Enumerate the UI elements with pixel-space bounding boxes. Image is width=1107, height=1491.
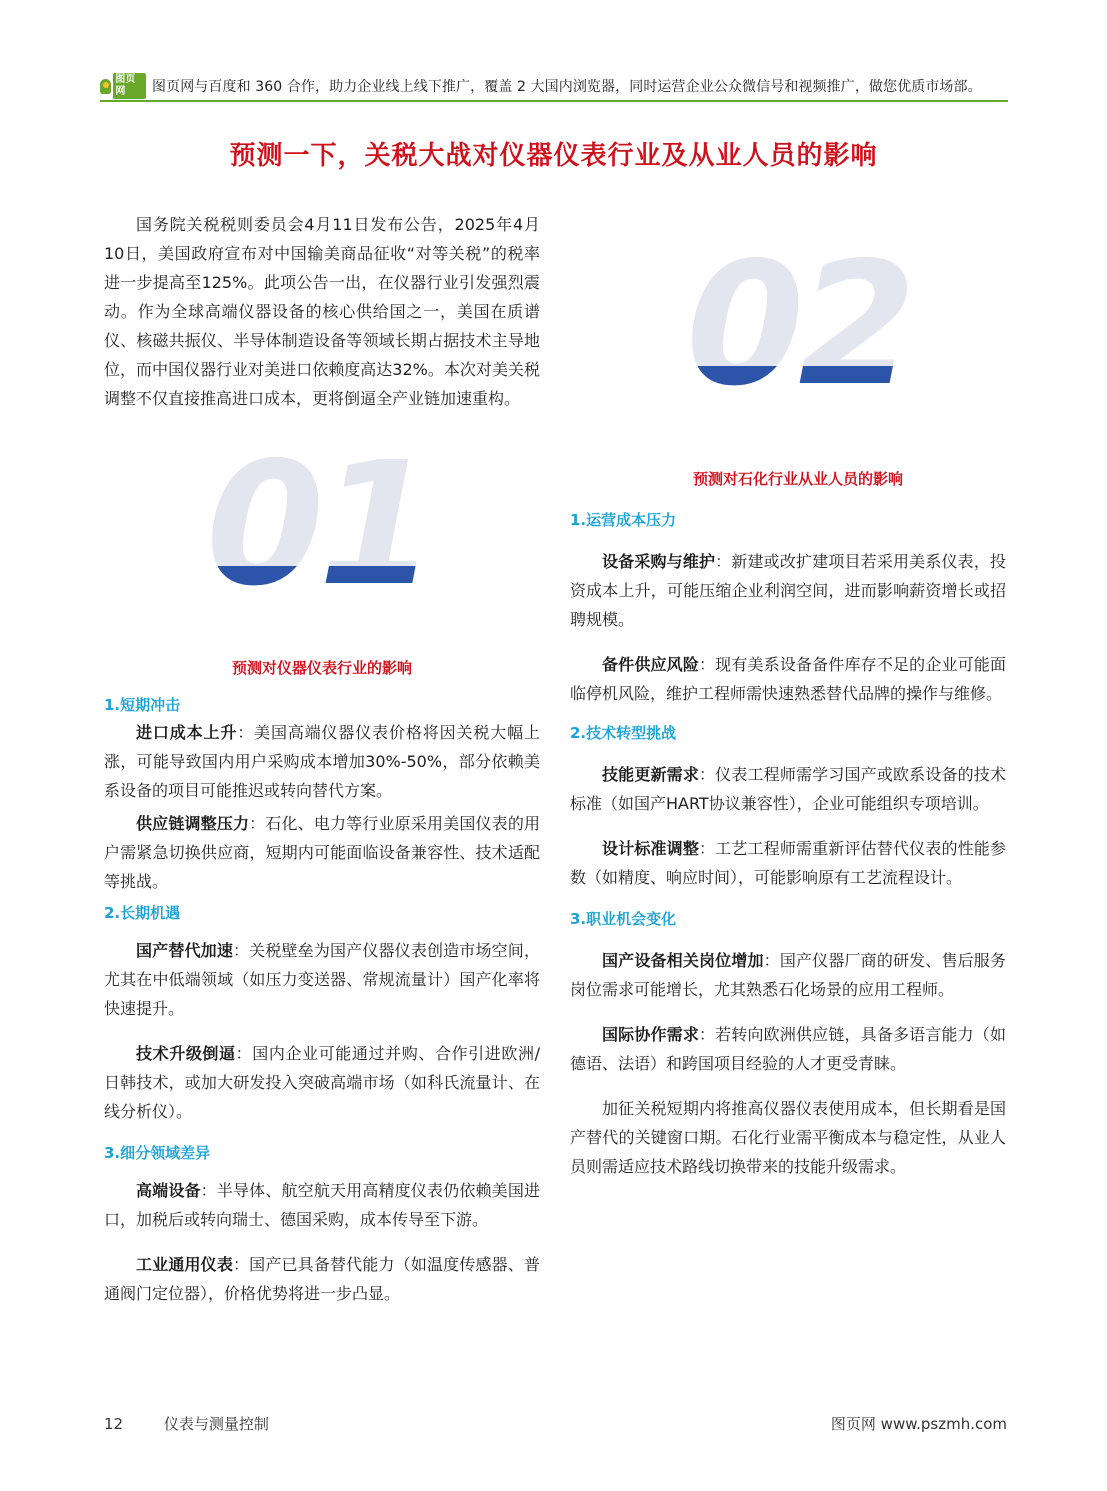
paragraph-label: 工业通用仪表	[136, 1255, 233, 1274]
header-divider	[100, 100, 1008, 102]
conclusion-paragraph: 加征关税短期内将推高仪器仪表使用成本，但长期看是国产替代的关键窗口期。石化行业需平衡成本与稳定性，从业人员则需适应技术路线切换带来的技能升级需求。	[570, 1099, 1006, 1176]
paragraph-label: 进口成本上升	[136, 723, 238, 742]
logo-leaf-icon	[100, 79, 111, 94]
paragraph-text: ：半导体、航空航天用高精度仪表仍依赖美国进口，加税后或转向瑞士、德国采购，成本传导至下游。	[104, 1181, 540, 1229]
paragraph-label: 技术升级倒逼	[136, 1044, 236, 1063]
section1-heading-3: 3.细分领域差异	[104, 1144, 211, 1162]
paragraph-text: ：仪表工程师需学习国产或欧系设备的技术标准（如国产HART协议兼容性），企业可能组织专项培训。	[570, 765, 1006, 813]
section2-paragraph-1	[570, 547, 1006, 634]
section1-paragraph-4	[104, 1039, 540, 1126]
intro-paragraph: 国务院关税税则委员会4月11日发布公告，2025年4月10日，美国政府宣布对中国输美商品征收“对等关税”的税率进一步提高至125%。此项公告一出，在仪器行业引发强烈震动。作为全球高端仪器设备的核心供给国之一，美国在质谱仪、核磁共振仪、半导体制造设备等领域长期占据技术主导地位，而中国仪器行业对美进口依赖度高达32%。本次对美关税调整不仅直接推高进口成本，更将倒逼全产业链加速重构。	[104, 215, 540, 408]
section2-paragraph-5	[570, 946, 1006, 1004]
paragraph-text: ：石化、电力等行业原采用美国仪表的用户需紧急切换供应商，短期内可能面临设备兼容性、技术适配等挑战。	[104, 814, 540, 891]
paragraph-label: 国际协作需求	[602, 1025, 699, 1044]
paragraph-label: 设备采购与维护	[602, 552, 716, 571]
section2-title: 预测对石化行业从业人员的影响	[692, 470, 903, 488]
paragraph-text: ：国产已具备替代能力（如温度传感器、普通阀门定位器），价格优势将进一步凸显。	[104, 1255, 540, 1303]
paragraph-label: 技能更新需求	[602, 765, 699, 784]
section2-heading-3: 3.职业机会变化	[570, 910, 677, 928]
paragraph-text: ：工艺工程师需重新评估替代仪表的性能参数（如精度、响应时间），可能影响原有工艺流程设计。	[570, 839, 1006, 887]
section2-heading-1: 1.运营成本压力	[570, 511, 677, 529]
paragraph-text: ：美国高端仪器仪表价格将因关税大幅上涨，可能导致国内用户采购成本增加30%-50%，部分依赖美系设备的项目可能推迟或转向替代方案。	[104, 723, 540, 800]
section1-paragraph-2	[104, 809, 540, 896]
paragraph-label: 供应链调整压力	[136, 814, 250, 833]
section1-paragraph-5	[104, 1176, 540, 1234]
section2	[570, 468, 1006, 1181]
section-number-02: 02	[686, 226, 911, 424]
section1-title: 预测对仪器仪表行业的影响	[231, 659, 412, 677]
intro-block	[104, 210, 540, 413]
section-number-01: 01	[206, 426, 431, 624]
logo-text: 图页网	[113, 73, 146, 99]
magazine-name: 仪表与测量控制	[163, 1415, 269, 1433]
paragraph-text: ：若转向欧洲供应链，具备多语言能力（如德语、法语）和跨国项目经验的人才更受青睐。	[570, 1025, 1006, 1073]
paragraph-text: ：国内企业可能通过并购、合作引进欧洲/日韩技术，或加大研发投入突破高端市场（如科氏流量计、在线分析仪）。	[104, 1044, 540, 1121]
section2-heading-2: 2.技术转型挑战	[570, 724, 677, 742]
section1-paragraph-6	[104, 1250, 540, 1308]
section1-heading-1: 1.短期冲击	[104, 696, 181, 714]
paragraph-text: ：现有美系设备备件库存不足的企业可能面临停机风险，维护工程师需快速熟悉替代品牌的操作与维修。	[570, 655, 1006, 703]
paragraph-label: 设计标准调整	[602, 839, 699, 858]
site-logo	[100, 76, 146, 96]
section1	[104, 657, 540, 1308]
footer-right	[831, 1413, 1007, 1434]
section2-paragraph-2	[570, 650, 1006, 708]
footer-left	[104, 1413, 269, 1434]
paragraph-label: 国产替代加速	[136, 941, 233, 960]
page-number: 12	[104, 1415, 124, 1433]
article-title: 预测一下，关税大战对仪器仪表行业及从业人员的影响	[229, 141, 878, 171]
footer-site-name: 图页网	[830, 1415, 876, 1433]
header-tagline: 图页网与百度和 360 合作，助力企业线上线下推广，覆盖 2 大国内浏览器，同时运营企业公众微信号和视频推广，做您优质市场部。	[152, 79, 982, 95]
paragraph-label: 高端设备	[136, 1181, 201, 1200]
section1-paragraph-1	[104, 718, 540, 805]
paragraph-text: ：国产仪器厂商的研发、售后服务岗位需求可能增长，尤其熟悉石化场景的应用工程师。	[570, 951, 1006, 999]
paragraph-label: 国产设备相关岗位增加	[602, 951, 764, 970]
page-header	[100, 74, 1008, 104]
section1-paragraph-3	[104, 936, 540, 1023]
paragraph-text: ：关税壁垒为国产仪器仪表创造市场空间，尤其在中低端领域（如压力变送器、常规流量计）国产化率将快速提升。	[104, 941, 540, 1018]
section2-paragraph-3	[570, 760, 1006, 818]
footer-site-url: www.pszmh.com	[880, 1415, 1007, 1433]
section1-heading-2: 2.长期机遇	[104, 904, 181, 922]
section2-paragraph-6	[570, 1020, 1006, 1078]
paragraph-text: ：新建或改扩建项目若采用美系仪表，投资成本上升，可能压缩企业利润空间，进而影响薪资增长或招聘规模。	[570, 552, 1006, 629]
paragraph-label: 备件供应风险	[602, 655, 699, 674]
section2-paragraph-4	[570, 834, 1006, 892]
